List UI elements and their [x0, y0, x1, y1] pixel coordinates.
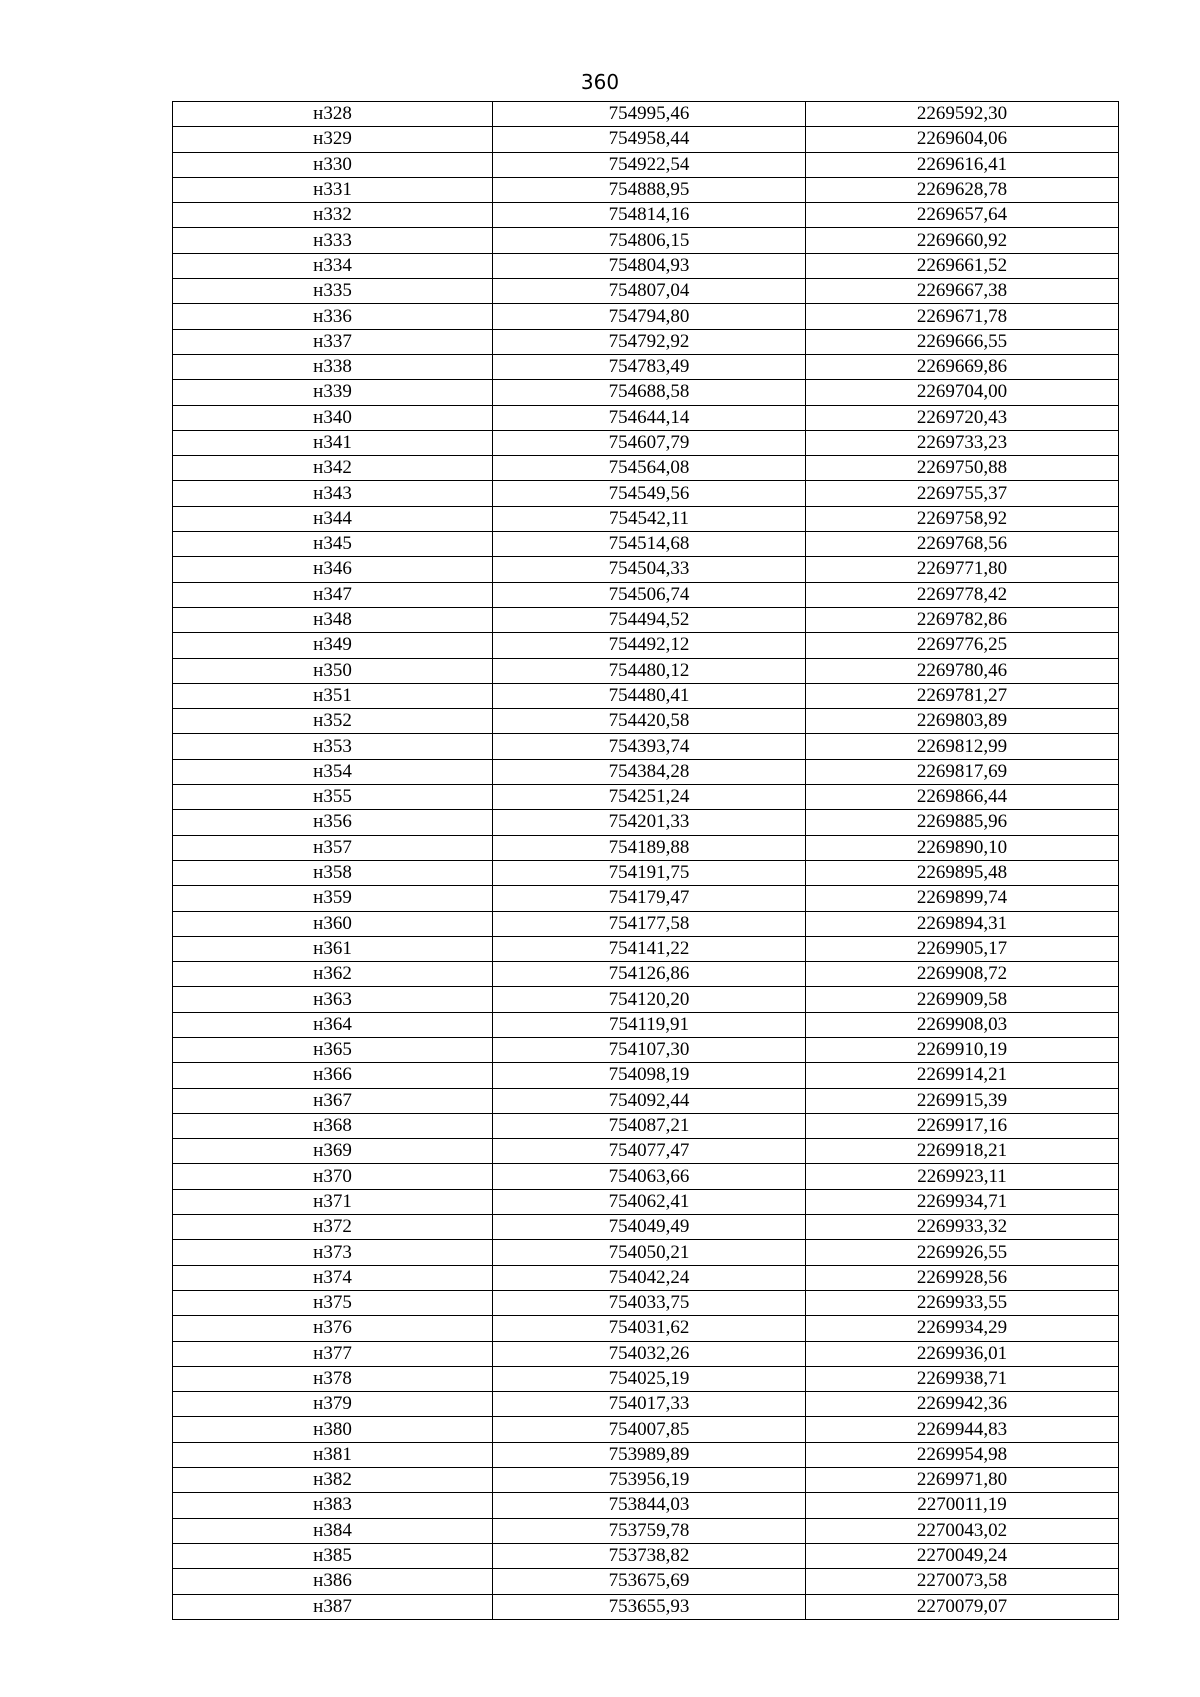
point-id-cell: н387	[173, 1594, 493, 1619]
point-id-cell: н362	[173, 962, 493, 987]
point-id-cell: н363	[173, 987, 493, 1012]
table-row	[173, 1063, 1119, 1088]
coordinates-table-body	[173, 102, 1119, 1620]
x-coordinate-cell: 754107,30	[493, 1037, 806, 1062]
point-id-cell: н351	[173, 683, 493, 708]
y-coordinate-cell: 2269733,23	[806, 430, 1119, 455]
table-row	[173, 430, 1119, 455]
y-coordinate-cell: 2269803,89	[806, 709, 1119, 734]
table-row	[173, 1215, 1119, 1240]
y-coordinate-cell: 2269758,92	[806, 506, 1119, 531]
y-coordinate-cell: 2269899,74	[806, 886, 1119, 911]
table-row	[173, 886, 1119, 911]
table-row	[173, 329, 1119, 354]
table-row	[173, 1012, 1119, 1037]
y-coordinate-cell: 2269914,21	[806, 1063, 1119, 1088]
point-id-cell: н333	[173, 228, 493, 253]
point-id-cell: н366	[173, 1063, 493, 1088]
y-coordinate-cell: 2269704,00	[806, 380, 1119, 405]
y-coordinate-cell: 2269776,25	[806, 633, 1119, 658]
y-coordinate-cell: 2269938,71	[806, 1366, 1119, 1391]
table-row	[173, 759, 1119, 784]
x-coordinate-cell: 754119,91	[493, 1012, 806, 1037]
y-coordinate-cell: 2270073,58	[806, 1569, 1119, 1594]
point-id-cell: н331	[173, 177, 493, 202]
y-coordinate-cell: 2269954,98	[806, 1442, 1119, 1467]
x-coordinate-cell: 754189,88	[493, 835, 806, 860]
table-row	[173, 1569, 1119, 1594]
x-coordinate-cell: 754393,74	[493, 734, 806, 759]
x-coordinate-cell: 754062,41	[493, 1189, 806, 1214]
y-coordinate-cell: 2269780,46	[806, 658, 1119, 683]
table-row	[173, 911, 1119, 936]
y-coordinate-cell: 2269660,92	[806, 228, 1119, 253]
x-coordinate-cell: 753738,82	[493, 1543, 806, 1568]
x-coordinate-cell: 753956,19	[493, 1468, 806, 1493]
y-coordinate-cell: 2269918,21	[806, 1139, 1119, 1164]
table-row	[173, 633, 1119, 658]
x-coordinate-cell: 754126,86	[493, 962, 806, 987]
point-id-cell: н341	[173, 430, 493, 455]
x-coordinate-cell: 754542,11	[493, 506, 806, 531]
table-row	[173, 1594, 1119, 1619]
table-row	[173, 102, 1119, 127]
x-coordinate-cell: 754549,56	[493, 481, 806, 506]
point-id-cell: н339	[173, 380, 493, 405]
x-coordinate-cell: 754607,79	[493, 430, 806, 455]
point-id-cell: н338	[173, 354, 493, 379]
table-row	[173, 253, 1119, 278]
point-id-cell: н364	[173, 1012, 493, 1037]
x-coordinate-cell: 754120,20	[493, 987, 806, 1012]
coordinates-table	[172, 101, 1119, 1620]
point-id-cell: н348	[173, 607, 493, 632]
y-coordinate-cell: 2269942,36	[806, 1392, 1119, 1417]
x-coordinate-cell: 754098,19	[493, 1063, 806, 1088]
y-coordinate-cell: 2270043,02	[806, 1518, 1119, 1543]
page-number: 360	[580, 70, 620, 94]
x-coordinate-cell: 754077,47	[493, 1139, 806, 1164]
y-coordinate-cell: 2269666,55	[806, 329, 1119, 354]
x-coordinate-cell: 754888,95	[493, 177, 806, 202]
y-coordinate-cell: 2269895,48	[806, 860, 1119, 885]
y-coordinate-cell: 2269894,31	[806, 911, 1119, 936]
table-row	[173, 658, 1119, 683]
x-coordinate-cell: 754644,14	[493, 405, 806, 430]
table-row	[173, 1164, 1119, 1189]
x-coordinate-cell: 754804,93	[493, 253, 806, 278]
table-row	[173, 1392, 1119, 1417]
table-row	[173, 1442, 1119, 1467]
table-row	[173, 1417, 1119, 1442]
table-row	[173, 683, 1119, 708]
x-coordinate-cell: 753655,93	[493, 1594, 806, 1619]
x-coordinate-cell: 754794,80	[493, 304, 806, 329]
x-coordinate-cell: 754179,47	[493, 886, 806, 911]
table-row	[173, 1468, 1119, 1493]
point-id-cell: н349	[173, 633, 493, 658]
point-id-cell: н368	[173, 1113, 493, 1138]
point-id-cell: н346	[173, 557, 493, 582]
table-row	[173, 987, 1119, 1012]
point-id-cell: н377	[173, 1341, 493, 1366]
point-id-cell: н380	[173, 1417, 493, 1442]
y-coordinate-cell: 2269890,10	[806, 835, 1119, 860]
table-row	[173, 279, 1119, 304]
table-row	[173, 1088, 1119, 1113]
x-coordinate-cell: 754007,85	[493, 1417, 806, 1442]
table-row	[173, 1518, 1119, 1543]
x-coordinate-cell: 754792,92	[493, 329, 806, 354]
y-coordinate-cell: 2269750,88	[806, 456, 1119, 481]
y-coordinate-cell: 2269628,78	[806, 177, 1119, 202]
y-coordinate-cell: 2269866,44	[806, 785, 1119, 810]
x-coordinate-cell: 754201,33	[493, 810, 806, 835]
x-coordinate-cell: 753989,89	[493, 1442, 806, 1467]
x-coordinate-cell: 754017,33	[493, 1392, 806, 1417]
point-id-cell: н332	[173, 203, 493, 228]
x-coordinate-cell: 754141,22	[493, 936, 806, 961]
y-coordinate-cell: 2269934,71	[806, 1189, 1119, 1214]
x-coordinate-cell: 754092,44	[493, 1088, 806, 1113]
y-coordinate-cell: 2269592,30	[806, 102, 1119, 127]
point-id-cell: н361	[173, 936, 493, 961]
x-coordinate-cell: 754807,04	[493, 279, 806, 304]
y-coordinate-cell: 2269910,19	[806, 1037, 1119, 1062]
point-id-cell: н328	[173, 102, 493, 127]
y-coordinate-cell: 2269671,78	[806, 304, 1119, 329]
table-row	[173, 1290, 1119, 1315]
x-coordinate-cell: 754783,49	[493, 354, 806, 379]
table-row	[173, 1341, 1119, 1366]
x-coordinate-cell: 754087,21	[493, 1113, 806, 1138]
x-coordinate-cell: 754050,21	[493, 1240, 806, 1265]
y-coordinate-cell: 2269771,80	[806, 557, 1119, 582]
x-coordinate-cell: 754922,54	[493, 152, 806, 177]
point-id-cell: н345	[173, 532, 493, 557]
point-id-cell: н365	[173, 1037, 493, 1062]
x-coordinate-cell: 754177,58	[493, 911, 806, 936]
y-coordinate-cell: 2269782,86	[806, 607, 1119, 632]
y-coordinate-cell: 2269933,32	[806, 1215, 1119, 1240]
x-coordinate-cell: 754480,41	[493, 683, 806, 708]
x-coordinate-cell: 754251,24	[493, 785, 806, 810]
y-coordinate-cell: 2270079,07	[806, 1594, 1119, 1619]
point-id-cell: н357	[173, 835, 493, 860]
y-coordinate-cell: 2269817,69	[806, 759, 1119, 784]
point-id-cell: н373	[173, 1240, 493, 1265]
x-coordinate-cell: 754995,46	[493, 102, 806, 127]
y-coordinate-cell: 2269755,37	[806, 481, 1119, 506]
table-row	[173, 860, 1119, 885]
point-id-cell: н370	[173, 1164, 493, 1189]
x-coordinate-cell: 754480,12	[493, 658, 806, 683]
x-coordinate-cell: 754688,58	[493, 380, 806, 405]
x-coordinate-cell: 754384,28	[493, 759, 806, 784]
y-coordinate-cell: 2269917,16	[806, 1113, 1119, 1138]
x-coordinate-cell: 754033,75	[493, 1290, 806, 1315]
table-row	[173, 785, 1119, 810]
point-id-cell: н374	[173, 1265, 493, 1290]
x-coordinate-cell: 753759,78	[493, 1518, 806, 1543]
y-coordinate-cell: 2269657,64	[806, 203, 1119, 228]
x-coordinate-cell: 754420,58	[493, 709, 806, 734]
x-coordinate-cell: 753675,69	[493, 1569, 806, 1594]
table-row	[173, 228, 1119, 253]
x-coordinate-cell: 754063,66	[493, 1164, 806, 1189]
table-row	[173, 380, 1119, 405]
y-coordinate-cell: 2269933,55	[806, 1290, 1119, 1315]
point-id-cell: н384	[173, 1518, 493, 1543]
y-coordinate-cell: 2269616,41	[806, 152, 1119, 177]
point-id-cell: н383	[173, 1493, 493, 1518]
y-coordinate-cell: 2269720,43	[806, 405, 1119, 430]
point-id-cell: н371	[173, 1189, 493, 1214]
point-id-cell: н354	[173, 759, 493, 784]
table-row	[173, 734, 1119, 759]
y-coordinate-cell: 2269944,83	[806, 1417, 1119, 1442]
table-row	[173, 456, 1119, 481]
y-coordinate-cell: 2269909,58	[806, 987, 1119, 1012]
table-row	[173, 405, 1119, 430]
y-coordinate-cell: 2269971,80	[806, 1468, 1119, 1493]
table-row	[173, 835, 1119, 860]
table-row	[173, 127, 1119, 152]
x-coordinate-cell: 754031,62	[493, 1316, 806, 1341]
table-row	[173, 506, 1119, 531]
point-id-cell: н342	[173, 456, 493, 481]
y-coordinate-cell: 2269885,96	[806, 810, 1119, 835]
y-coordinate-cell: 2269768,56	[806, 532, 1119, 557]
point-id-cell: н353	[173, 734, 493, 759]
table-row	[173, 1366, 1119, 1391]
point-id-cell: н330	[173, 152, 493, 177]
point-id-cell: н359	[173, 886, 493, 911]
table-row	[173, 582, 1119, 607]
x-coordinate-cell: 754032,26	[493, 1341, 806, 1366]
point-id-cell: н347	[173, 582, 493, 607]
x-coordinate-cell: 754814,16	[493, 203, 806, 228]
point-id-cell: н376	[173, 1316, 493, 1341]
point-id-cell: н367	[173, 1088, 493, 1113]
x-coordinate-cell: 754514,68	[493, 532, 806, 557]
x-coordinate-cell: 753844,03	[493, 1493, 806, 1518]
point-id-cell: н358	[173, 860, 493, 885]
x-coordinate-cell: 754504,33	[493, 557, 806, 582]
table-row	[173, 1493, 1119, 1518]
x-coordinate-cell: 754494,52	[493, 607, 806, 632]
table-row	[173, 203, 1119, 228]
x-coordinate-cell: 754492,12	[493, 633, 806, 658]
point-id-cell: н334	[173, 253, 493, 278]
y-coordinate-cell: 2269915,39	[806, 1088, 1119, 1113]
point-id-cell: н329	[173, 127, 493, 152]
table-row	[173, 354, 1119, 379]
y-coordinate-cell: 2269926,55	[806, 1240, 1119, 1265]
y-coordinate-cell: 2269778,42	[806, 582, 1119, 607]
table-row	[173, 1543, 1119, 1568]
y-coordinate-cell: 2270049,24	[806, 1543, 1119, 1568]
x-coordinate-cell: 754958,44	[493, 127, 806, 152]
table-row	[173, 152, 1119, 177]
point-id-cell: н378	[173, 1366, 493, 1391]
table-row	[173, 1139, 1119, 1164]
x-coordinate-cell: 754042,24	[493, 1265, 806, 1290]
table-row	[173, 304, 1119, 329]
point-id-cell: н352	[173, 709, 493, 734]
point-id-cell: н335	[173, 279, 493, 304]
point-id-cell: н381	[173, 1442, 493, 1467]
table-row	[173, 1037, 1119, 1062]
point-id-cell: н340	[173, 405, 493, 430]
y-coordinate-cell: 2269604,06	[806, 127, 1119, 152]
table-row	[173, 607, 1119, 632]
table-row	[173, 936, 1119, 961]
y-coordinate-cell: 2269667,38	[806, 279, 1119, 304]
x-coordinate-cell: 754049,49	[493, 1215, 806, 1240]
x-coordinate-cell: 754025,19	[493, 1366, 806, 1391]
table-row	[173, 557, 1119, 582]
point-id-cell: н350	[173, 658, 493, 683]
y-coordinate-cell: 2269936,01	[806, 1341, 1119, 1366]
point-id-cell: н336	[173, 304, 493, 329]
point-id-cell: н337	[173, 329, 493, 354]
point-id-cell: н360	[173, 911, 493, 936]
y-coordinate-cell: 2269905,17	[806, 936, 1119, 961]
y-coordinate-cell: 2269661,52	[806, 253, 1119, 278]
point-id-cell: н382	[173, 1468, 493, 1493]
table-row	[173, 810, 1119, 835]
x-coordinate-cell: 754191,75	[493, 860, 806, 885]
y-coordinate-cell: 2269928,56	[806, 1265, 1119, 1290]
y-coordinate-cell: 2269669,86	[806, 354, 1119, 379]
table-row	[173, 177, 1119, 202]
y-coordinate-cell: 2269908,72	[806, 962, 1119, 987]
x-coordinate-cell: 754564,08	[493, 456, 806, 481]
point-id-cell: н375	[173, 1290, 493, 1315]
table-row	[173, 1240, 1119, 1265]
table-row	[173, 481, 1119, 506]
point-id-cell: н385	[173, 1543, 493, 1568]
x-coordinate-cell: 754506,74	[493, 582, 806, 607]
point-id-cell: н386	[173, 1569, 493, 1594]
point-id-cell: н343	[173, 481, 493, 506]
y-coordinate-cell: 2269812,99	[806, 734, 1119, 759]
table-row	[173, 1316, 1119, 1341]
table-row	[173, 1265, 1119, 1290]
y-coordinate-cell: 2269781,27	[806, 683, 1119, 708]
y-coordinate-cell: 2269923,11	[806, 1164, 1119, 1189]
point-id-cell: н372	[173, 1215, 493, 1240]
point-id-cell: н355	[173, 785, 493, 810]
point-id-cell: н379	[173, 1392, 493, 1417]
table-row	[173, 532, 1119, 557]
x-coordinate-cell: 754806,15	[493, 228, 806, 253]
table-row	[173, 1113, 1119, 1138]
point-id-cell: н356	[173, 810, 493, 835]
y-coordinate-cell: 2270011,19	[806, 1493, 1119, 1518]
y-coordinate-cell: 2269934,29	[806, 1316, 1119, 1341]
point-id-cell: н344	[173, 506, 493, 531]
table-row	[173, 962, 1119, 987]
point-id-cell: н369	[173, 1139, 493, 1164]
y-coordinate-cell: 2269908,03	[806, 1012, 1119, 1037]
table-row	[173, 1189, 1119, 1214]
table-row	[173, 709, 1119, 734]
